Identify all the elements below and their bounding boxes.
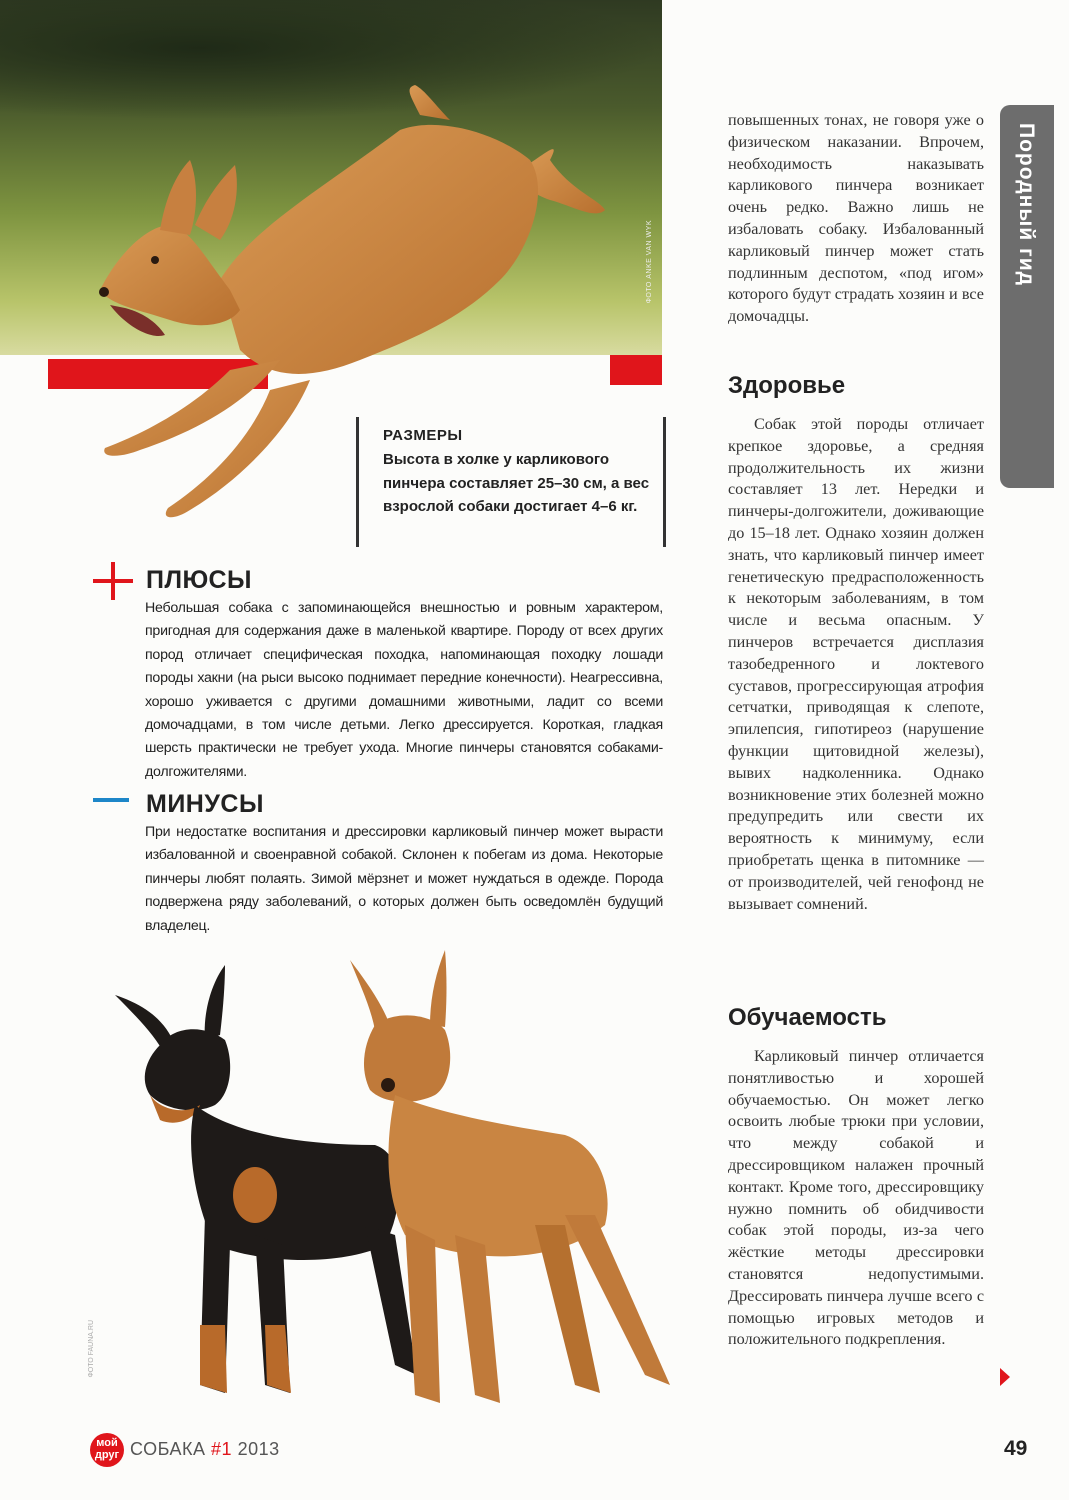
minus-icon <box>93 798 129 802</box>
health-text <box>728 414 984 915</box>
plus-icon <box>93 562 133 602</box>
training-text <box>728 1046 984 1351</box>
photo-credit-bottom: ФОТО FAUNA.RU <box>88 1320 95 1378</box>
continuation-text <box>728 110 984 328</box>
two-dogs-image <box>105 945 685 1415</box>
issue-year: 2013 <box>237 1439 280 1459</box>
health-paragraph: Собак этой породы отличает крепкое здоровье, а средняя продолжительность их жизни составляет 13 лет. Нередки и пинчеры-долгожители, доживающие до 15–18 лет. Однако хозяин должен знать, что карликовый пинчер имеет генетическую предрасположенность к некоторым заболеваниям, в том числе и весьма опасным. У пинчеров встречается дисплазия тазобедренного и локтевого суставов, прогрессирующая атрофия сетчатки, приводящая к слепоте, эпилепсия, гипотиреоз (нарушение функции щитовидной железы), вывих надколенника. Однако возникновение этих болезней можно предупредить или свести их вероятность к минимуму, если приобретать щенка в питомнике — от производителей, чей генофонд не вызывает сомнений. <box>728 415 984 913</box>
side-tab-label: Породный гид <box>1015 123 1038 286</box>
health-heading: Здоровье <box>728 372 846 399</box>
pros-text <box>145 597 663 784</box>
black-tan-dog <box>115 965 417 1393</box>
photo-credit-top: ФОТО ANKE VAN WYK <box>646 220 653 304</box>
cons-text <box>145 821 663 938</box>
magazine-name <box>130 1439 280 1460</box>
sizes-text: Высота в холке у карликового пинчера составляет 25–30 см, а вес взрослой собаки достигает 4–6 кг. <box>383 451 650 515</box>
training-paragraph: Карликовый пинчер отличается понятливостью и хорошей обучаемостью. Он может легко освоить любые трюки при условии, что между собакой и дрессировщиком налажен прочный контакт. Кроме того, дрессировщику нужно помнить об обидчивости собак этой породы, из-за чего жёсткие методы дрессировки становятся недопустимыми. Дрессировать пинчера лучше всего с помощью игровых методов и положительного подкрепления. <box>728 1047 984 1349</box>
section-side-tab <box>1000 105 1054 488</box>
cons-paragraph: При недостатке воспитания и дрессировки карликовый пинчер может вырасти избалованной и своенравной собакой. Склонен к побегам из дома. Некоторые пинчеры любят полаять. Зимой мёрзнет и может нуждаться в одежде. Порода подвержена ряду заболеваний, о которых должен быть осведомлён будущий владелец. <box>145 824 663 934</box>
pros-paragraph: Небольшая собака с запоминающейся внешностью и ровным характером, пригодная для содержания даже в маленькой квартире. Породу от всех других пород отличает специфическая походка, напоминающая походку лошади породы хакни (на рыси высоко поднимает передние конечности). Неагрессивна, хорошо уживается с другими домашними животными, ладит со всеми домочадцами, в том числе детьми. Легко дрессируется. Короткая, гладкая шерсть практически не требует ухода. Многие пинчеры становятся собаками-долгожителями. <box>145 600 663 780</box>
sizes-infobox <box>356 417 666 547</box>
magazine-logo-text: мой друг <box>94 1437 120 1461</box>
issue-number: #1 <box>211 1439 233 1459</box>
pros-heading: ПЛЮСЫ <box>146 566 252 594</box>
sizes-title: РАЗМЕРЫ <box>383 427 463 444</box>
cons-heading: МИНУСЫ <box>146 790 264 818</box>
training-heading: Обучаемость <box>728 1004 887 1031</box>
continue-arrow-icon <box>1000 1368 1010 1386</box>
magazine-title: СОБАКА <box>130 1439 206 1459</box>
magazine-logo <box>90 1433 124 1467</box>
continuation-paragraph: повышенных тонах, не говоря уже о физическом наказании. Впрочем, необходимость наказывать карликового пинчера возникает очень редко. Важно лишь не избаловать собаку. Избалованный карликовый пинчер может стать подлинным деспотом, «под игом» которого будут страдать хозяин и все домочадцы. <box>728 111 984 326</box>
page-number: 49 <box>1004 1437 1028 1460</box>
